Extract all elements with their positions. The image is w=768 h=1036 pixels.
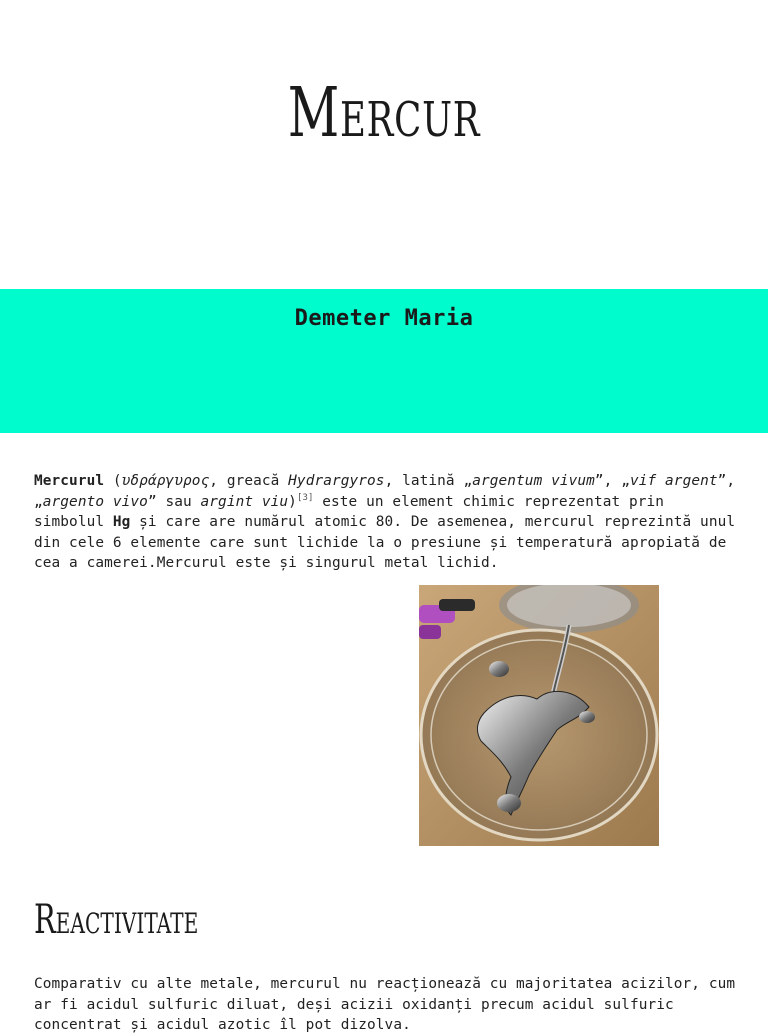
reference-link[interactable]: [3] (296, 492, 314, 503)
text-run: , latină „ (384, 473, 473, 489)
section-paragraph: Comparativ cu alte metale, mercurul nu reacționează cu majoritatea acizilor, cum ar fi acidul sulfuric diluat, deși acizii oxidanți precum acidul sulfuric concentrat și acidul azotic îl pot dizolva. (34, 976, 736, 1034)
text-run: ”, „ (34, 473, 736, 510)
mercury-photo (419, 585, 659, 846)
author-name: Demeter Maria (294, 306, 474, 331)
intro-term: Mercurul (34, 473, 105, 489)
element-symbol: Hg (112, 514, 131, 531)
intro-paragraph (34, 471, 738, 574)
text-run: ) (288, 493, 297, 510)
mercury-photo-illustration (419, 585, 659, 846)
text-run: ”, „ (594, 473, 630, 489)
greek-latin-name: Hydrargyros (288, 473, 385, 489)
text-run: ” sau (147, 493, 201, 510)
document-title: Mercur (287, 74, 481, 153)
french-name: vif argent (629, 473, 718, 489)
section-heading: Reactivitate (34, 897, 199, 943)
text-run: este un element chimic reprezentat prin simbolul (34, 493, 665, 531)
romanian-name: argint viu (200, 493, 289, 510)
text-run: și care are numărul atomic 80. De asemenea, mercurul reprezintă unul din cele 6 elemente care sunt lichide la o presiune și temperatură apropiată de cea a camerei.Mercurul este și singurul metal lichid. (34, 514, 736, 572)
greek-name: υδράργυρος (121, 473, 210, 489)
text-run: , greacă (209, 473, 289, 489)
italian-name: argento vivo (42, 493, 148, 510)
latin-name: argentum vivum (472, 473, 595, 489)
text-run: ( (104, 473, 122, 489)
